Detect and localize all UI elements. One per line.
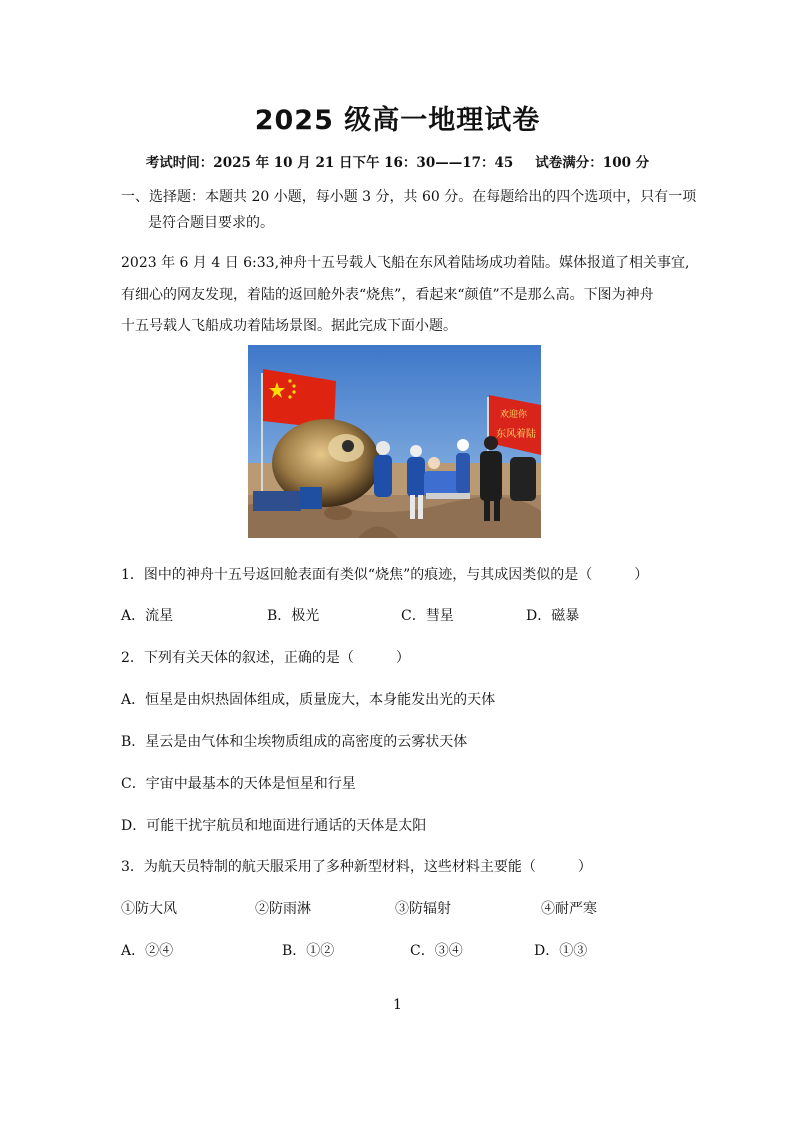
- q1-option-d[interactable]: D．磁暴: [526, 608, 580, 624]
- question-1-stem: 1．图中的神舟十五号返回舱表面有类似“烧焦”的痕迹，与其成因类似的是（ ）: [121, 567, 649, 583]
- exam-time: 考试时间：2025 年 10 月 21 日下午 16：30——17：45: [145, 155, 514, 171]
- q3-item-1: ①防大风: [121, 901, 177, 917]
- intro-line3: 十五号载人飞船成功着陆场景图。据此完成下面小题。: [121, 318, 457, 334]
- q1-option-b[interactable]: B．极光: [267, 608, 320, 624]
- q3-item-4: ④耐严寒: [541, 901, 597, 917]
- q3-option-a[interactable]: A．②④: [121, 943, 174, 959]
- q3-item-3: ③防辐射: [395, 901, 451, 917]
- q3-option-d[interactable]: D．①③: [534, 943, 588, 959]
- section-heading-line1: 一、选择题：本题共 20 小题，每小题 3 分，共 60 分。在每题给出的四个选项中，只有一项: [121, 189, 697, 205]
- question-2-stem: 2．下列有关天体的叙述，正确的是（ ）: [121, 650, 410, 666]
- q2-option-b[interactable]: B．星云是由气体和尘埃物质组成的高密度的云雾状天体: [121, 734, 468, 750]
- page-title: 2025 级高一地理试卷: [254, 105, 541, 136]
- q1-option-a[interactable]: A．流星: [121, 608, 174, 624]
- q1-option-c[interactable]: C．彗星: [401, 608, 454, 624]
- banner-text-top: 欢迎你: [500, 410, 528, 420]
- crew-member: [374, 455, 392, 497]
- question-3-stem: 3．为航天员特制的航天服采用了多种新型材料，这些材料主要能（ ）: [121, 859, 592, 875]
- section-heading-line2: 是符合题目要求的。: [148, 215, 274, 231]
- landing-photo: [248, 345, 541, 538]
- page-number: 1: [393, 997, 402, 1013]
- q3-option-c[interactable]: C．③④: [410, 943, 463, 959]
- q2-option-d[interactable]: D．可能干扰宇航员和地面进行通话的天体是太阳: [121, 818, 427, 834]
- intro-line2: 有细心的网友发现，着陆的返回舱外表“烧焦”，看起来“颜值”不是那么高。下图为神舟: [121, 287, 654, 303]
- q3-option-b[interactable]: B．①②: [282, 943, 335, 959]
- banner-text-bottom: 东风着陆: [496, 429, 536, 440]
- q3-item-2: ②防雨淋: [255, 901, 311, 917]
- q2-option-c[interactable]: C．宇宙中最基本的天体是恒星和行星: [121, 776, 356, 792]
- exam-score: 试卷满分：100 分: [535, 155, 650, 171]
- intro-line1: 2023 年 6 月 4 日 6:33,神舟十五号载人飞船在东风着陆场成功着陆。媒体报道了相关事宜,: [121, 255, 690, 271]
- exam-meta: [0, 151, 795, 171]
- q2-option-a[interactable]: A．恒星是由炽热固体组成，质量庞大，本身能发出光的天体: [121, 692, 496, 708]
